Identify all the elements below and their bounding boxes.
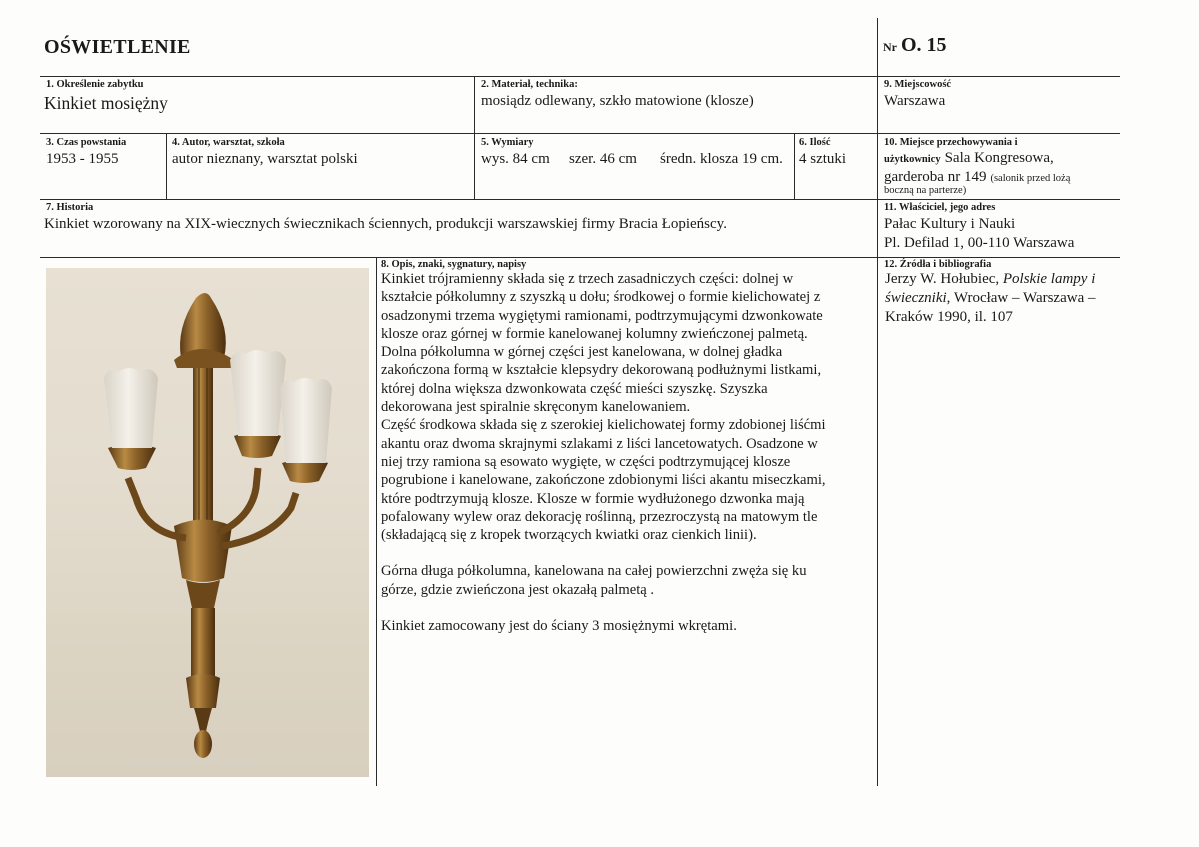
col-divider-8 — [376, 257, 377, 786]
rule-row3 — [40, 199, 1120, 200]
field-6-label: 6. Ilość — [799, 137, 831, 148]
field-5-label: 5. Wymiary — [481, 137, 534, 148]
field-11-value-1: Pałac Kultury i Nauki — [884, 216, 1016, 232]
desc-line: której dolna większa dzwonkowata część mieści szyszkę. Szyszka — [381, 380, 768, 397]
desc-line: klosze oraz górnej w formie kanelowanej kolumny zwieńczonej palmetą. — [381, 325, 808, 342]
desc-line: dekorowana jest spiralnie skręconym kanelowaniem. — [381, 399, 691, 416]
field-10-value-2: garderoba nr 149 — [884, 169, 987, 185]
desc-line: Kinkiet zamocowany jest do ściany 3 mosiężnymi wkrętami. — [381, 618, 737, 635]
desc-line: kształcie półkolumny z szyszką u dołu; środkowej o formie kielichowatej z — [381, 289, 821, 306]
bib-line-1 — [885, 270, 1125, 289]
record-number — [883, 34, 947, 57]
rule-row4 — [40, 257, 1120, 258]
desc-line: górze, gdzie zwieńczona jest okazałą palmetą . — [381, 581, 655, 598]
field-11-label: 11. Właściciel, jego adres — [884, 202, 996, 213]
desc-line: zakończona formą w kształcie klepsydry dekorowaną podłużnymi listkami, — [381, 362, 822, 379]
field-10-label: 10. Miejsce przechowywania i — [884, 137, 1018, 148]
field-7-label: 7. Historia — [46, 202, 94, 213]
col-divider-3 — [166, 133, 167, 199]
bib-title-1: Polskie lampy i — [1002, 271, 1096, 287]
field-10-note-2: boczną na parterze) — [884, 185, 967, 196]
field-9-label: 9. Miejscowość — [884, 79, 952, 90]
header-divider — [877, 18, 878, 76]
sconce-photo — [46, 268, 369, 777]
col-divider-2 — [474, 76, 475, 199]
bib-line-2 — [885, 289, 1125, 308]
field-10-label-2: użytkownicy — [884, 154, 941, 165]
field-2-label: 2. Materiał, technika: — [481, 79, 578, 90]
bib-line-3: Kraków 1990, il. 107 — [885, 309, 1013, 325]
desc-line: niej trzy ramiona są esowato wygięte, w części podtrzymującej klosze — [381, 453, 791, 470]
desc-line: pogrubione i kanelowane, zakończone zdobionymi liści akantu miseczkami, — [381, 472, 826, 489]
field-7-value: Kinkiet wzorowany na XIX-wiecznych świecznikach ściennych, produkcji warszawskiej firmy Bracia Łopieńscy. — [44, 216, 727, 232]
record-number-value: O. 15 — [901, 34, 947, 56]
bib-title-2: świeczniki — [885, 290, 947, 306]
field-6-value: 4 sztuki — [799, 151, 847, 167]
rule-row2 — [40, 133, 1120, 134]
desc-line: Kinkiet trójramienny składa się z trzech zasadniczych części: dolnej w — [381, 271, 794, 287]
rule-header — [40, 76, 1120, 77]
field-9-value: Warszawa — [884, 93, 946, 109]
field-8-label: 8. Opis, znaki, sygnatury, napisy — [381, 259, 527, 270]
field-12-label: 12. Źródła i bibliografia — [884, 259, 992, 270]
field-11-value-2: Pl. Defilad 1, 00-110 Warszawa — [884, 235, 1075, 251]
bib-author: Jerzy W. Hołubiec, — [885, 271, 1000, 287]
field-5-height: wys. 84 cm — [481, 151, 550, 167]
desc-line: które podtrzymują klosze. Klosze w formie wydłużonego dzwonka mają — [381, 490, 805, 507]
record-number-prefix: Nr — [883, 40, 897, 54]
bib-rest-1: , Wrocław – Warszawa – — [946, 290, 1096, 306]
field-10-line1 — [884, 149, 1054, 167]
col-divider-6 — [794, 133, 795, 199]
field-1-value: Kinkiet mosiężny — [44, 93, 168, 113]
desc-line: (składającą się z kropek tworzących kwiatki oraz cienkich linii). — [381, 527, 757, 544]
desc-line: Część środkowa składa się z szerokiej kielichowatej formy zdobionej liśćmi — [381, 417, 826, 434]
field-12-bibliography — [885, 270, 1125, 327]
field-3-label: 3. Czas powstania — [46, 137, 127, 148]
field-5-diameter: średn. klosza 19 cm. — [660, 151, 783, 167]
field-10-note-1: (salonik przed lożą — [990, 173, 1071, 184]
field-1-label: 1. Określenie zabytku — [46, 79, 144, 90]
field-4-value: autor nieznany, warsztat polski — [172, 151, 358, 167]
field-4-label: 4. Autor, warsztat, szkoła — [172, 137, 285, 148]
field-8-description — [381, 270, 867, 635]
desc-line: pofalowany wylew oraz dekorację roślinną, przezroczystą na matowym tle — [381, 508, 818, 525]
field-3-value: 1953 - 1955 — [46, 151, 119, 167]
desc-line: Dolna półkolumna w górnej części jest kanelowana, w dolnej gładka — [381, 344, 783, 361]
desc-line: osadzonymi trzema wygiętymi ramionami, podtrzymującymi dzwonkowate — [381, 307, 823, 324]
field-10-line2 — [884, 168, 1070, 186]
field-5-width: szer. 46 cm — [569, 151, 637, 167]
desc-line: akantu oraz dwoma skrajnymi szlakami z liści lancetowatych. Osadzone w — [381, 435, 818, 452]
field-2-value: mosiądz odlewany, szkło matowione (klosze) — [481, 93, 754, 109]
page-title: OŚWIETLENIE — [44, 36, 191, 58]
col-divider-main — [877, 76, 878, 786]
brass-sconce-illustration — [46, 268, 369, 777]
field-10-value-1: Sala Kongresowa, — [944, 150, 1054, 166]
desc-line: Górna długa półkolumna, kanelowana na całej powierzchni zwęża się ku — [381, 563, 807, 580]
